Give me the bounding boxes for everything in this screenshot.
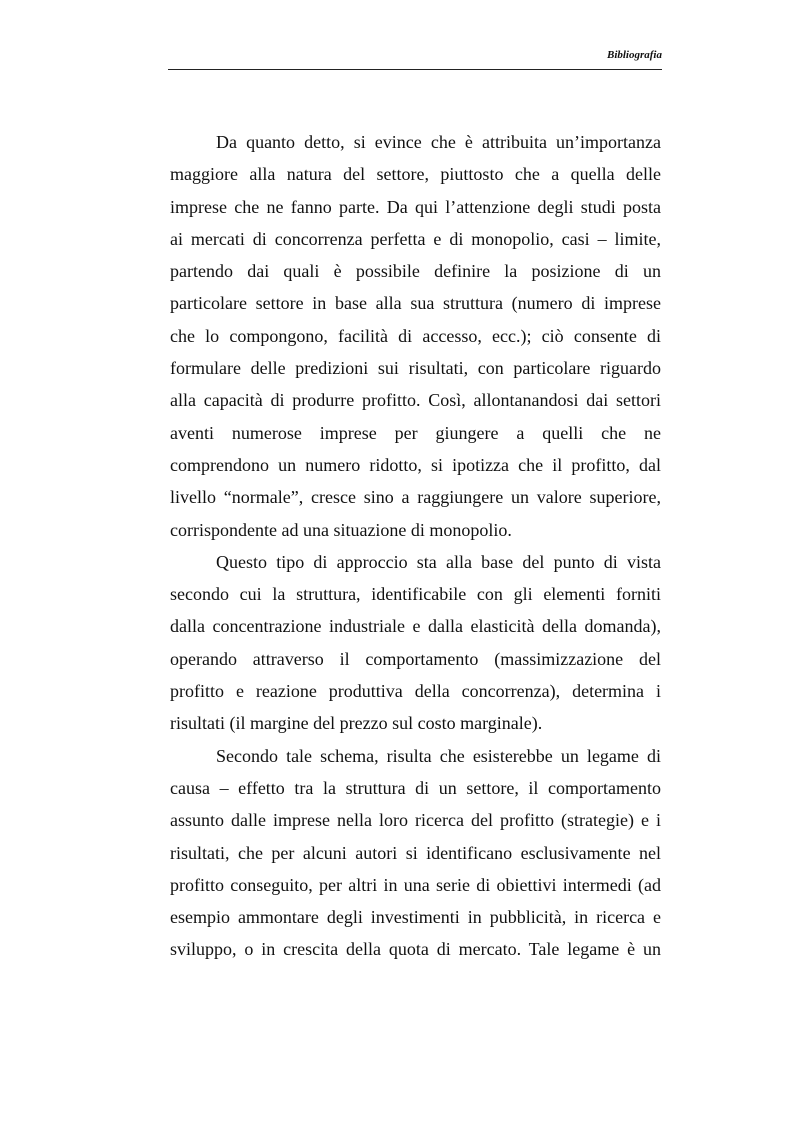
text-line: Secondo tale schema, risulta che esisterebbe un legame di: [216, 745, 661, 766]
text-line: profitto conseguito, per altri in una serie di obiettivi intermedi (ad: [170, 874, 661, 895]
text-line: Questo tipo di approccio sta alla base del punto di vista: [216, 551, 661, 572]
header-rule: [168, 69, 662, 70]
text-line: maggiore alla natura del settore, piuttosto che a quella delle: [170, 164, 661, 185]
text-line: formulare delle predizioni sui risultati, con particolare riguardo: [170, 358, 661, 379]
text-line: esempio ammontare degli investimenti in pubblicità, in ricerca e: [170, 907, 661, 928]
text-line: imprese che ne fanno parte. Da qui l’attenzione degli studi posta: [170, 196, 661, 217]
text-line: profitto e reazione produttiva della concorrenza), determina i: [170, 681, 661, 702]
text-line: particolare settore in base alla sua struttura (numero di imprese: [170, 293, 661, 314]
paragraph-3: [170, 740, 661, 966]
paragraph-2: [170, 546, 661, 740]
text-line: causa – effetto tra la struttura di un settore, il comportamento: [170, 777, 661, 798]
text-line: Da quanto detto, si evince che è attribuita un’importanza: [216, 132, 661, 152]
text-line: corrispondente ad una situazione di monopolio.: [170, 519, 512, 540]
text-line: risultati, che per alcuni autori si identificano esclusivamente nel: [170, 842, 661, 863]
text-line: operando attraverso il comportamento (massimizzazione del: [170, 648, 661, 669]
text-line: comprendono un numero ridotto, si ipotizza che il profitto, dal: [170, 454, 661, 475]
text-line: livello “normale”, cresce sino a raggiungere un valore superiore,: [170, 487, 661, 508]
text-line: ai mercati di concorrenza perfetta e di monopolio, casi – limite,: [170, 228, 661, 249]
text-line: alla capacità di produrre profitto. Così, allontanandosi dai settori: [170, 390, 661, 411]
text-line: secondo cui la struttura, identificabile con gli elementi forniti: [170, 584, 661, 605]
text-line: aventi numerose imprese per giungere a quelli che ne: [170, 422, 661, 443]
text-line: dalla concentrazione industriale e dalla elasticità della domanda),: [170, 616, 661, 637]
text-line: che lo compongono, facilità di accesso, ecc.); ciò consente di: [170, 325, 661, 346]
text-line: risultati (il margine del prezzo sul costo marginale).: [170, 713, 543, 734]
paragraph-1: [170, 126, 661, 546]
running-header-title: Bibliografia: [606, 49, 662, 61]
body-text: [170, 126, 661, 966]
text-line: sviluppo, o in crescita della quota di mercato. Tale legame è un: [170, 939, 661, 960]
text-line: assunto dalle imprese nella loro ricerca del profitto (strategie) e i: [170, 810, 661, 831]
text-line: partendo dai quali è possibile definire la posizione di un: [170, 261, 661, 282]
